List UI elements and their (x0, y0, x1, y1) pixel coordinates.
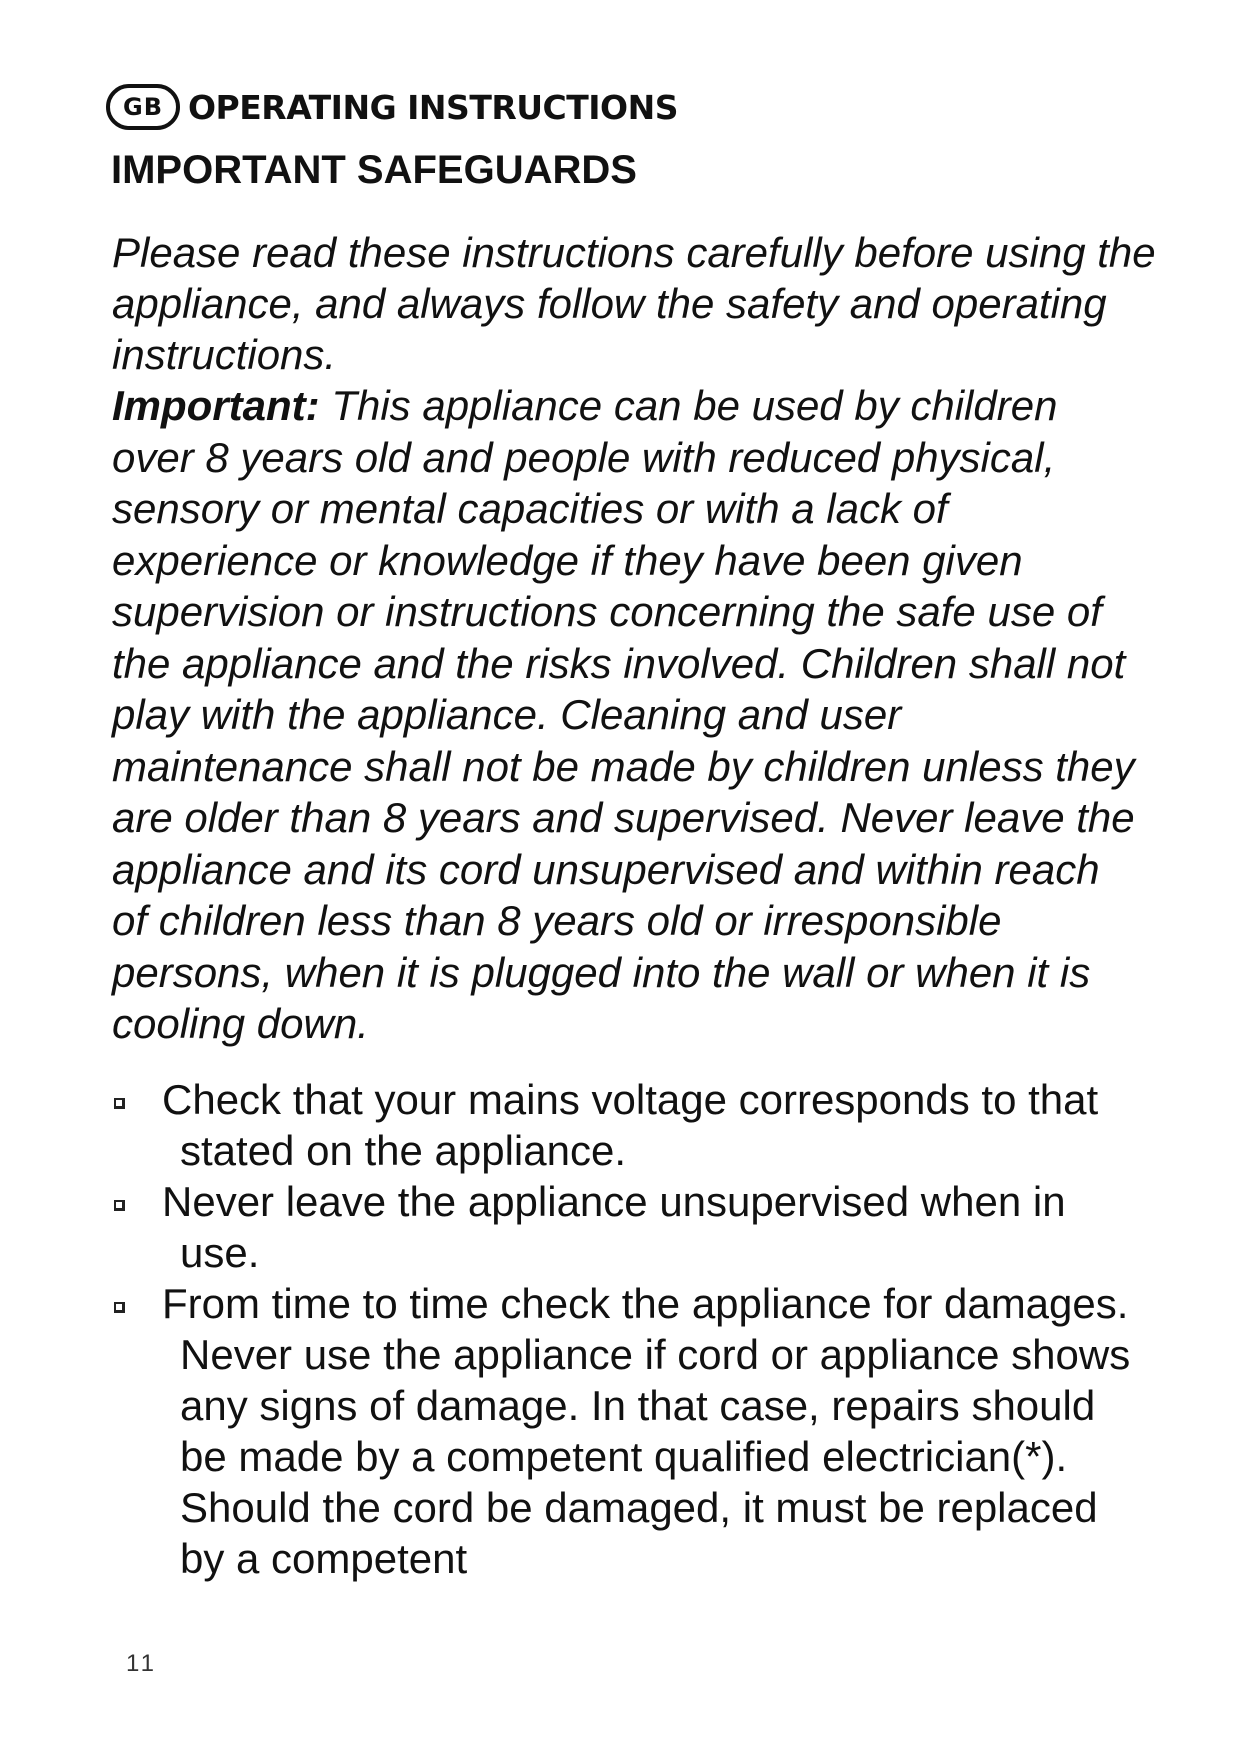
country-badge: GB (106, 84, 180, 130)
intro-paragraph: Please read these instructions carefully before using the appliance, and always follow the safety and operating instructions. (112, 229, 1156, 378)
section-title: IMPORTANT SAFEGUARDS (111, 148, 637, 192)
list-item (112, 1074, 1152, 1176)
list-item (112, 1176, 1152, 1278)
important-text: This appliance can be used by children over 8 years old and people with reduced physical, sensory or mental capacities or with a lack of experience or knowledge if they have been given supervision or instructions concerning the safe use of the appliance and the risks involved. Children shall not play with the appliance. Cleaning and user maintenance shall not be made by children unless they are older than 8 years and supervised. Never leave the appliance and its cord unsupervised and within reach of children less than 8 years old or irresponsible persons, when it is plugged into the wall or when it is cooling down. (112, 382, 1135, 1047)
list-item (112, 1278, 1152, 1584)
square-bullet-icon (114, 1200, 125, 1211)
list-item-text: Check that your mains voltage corresponds to that stated on the appliance. (162, 1076, 1099, 1174)
page-number: 11 (126, 1650, 157, 1677)
square-bullet-icon (114, 1098, 125, 1109)
important-label: Important: (112, 382, 320, 429)
list-item-text: Never leave the appliance unsupervised when in use. (162, 1178, 1066, 1276)
square-bullet-icon (114, 1302, 125, 1313)
safeguard-list (112, 1074, 1152, 1584)
header-title: OPERATING INSTRUCTIONS (188, 87, 678, 127)
list-item-text: From time to time check the appliance for damages. Never use the appliance if cord or appliance shows any signs of damage. In that case, repairs should be made by a competent qualified electrician(*). Should the cord be damaged, it must be replaced by a competent (162, 1280, 1131, 1582)
document-header (106, 84, 678, 130)
important-paragraph (112, 380, 1142, 1050)
